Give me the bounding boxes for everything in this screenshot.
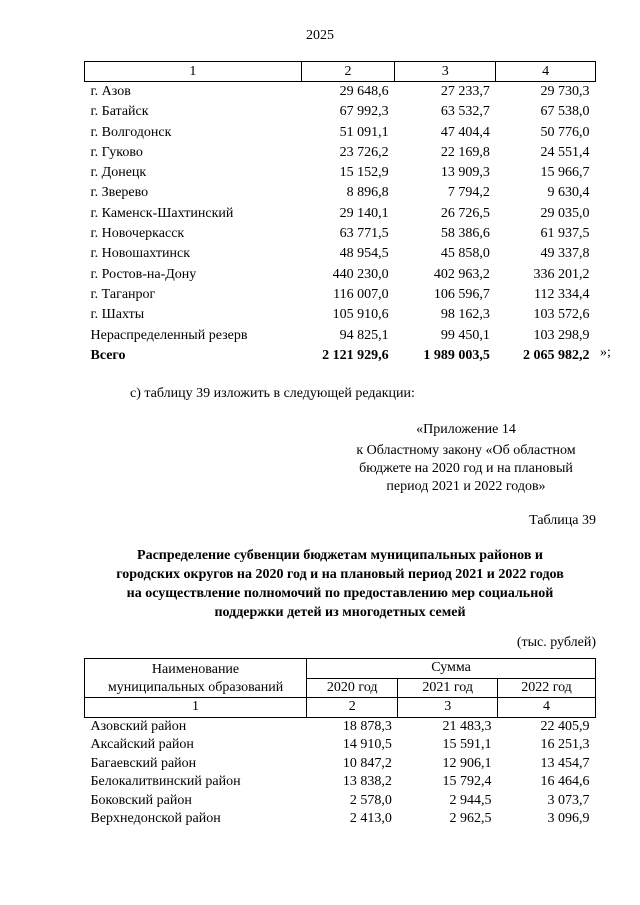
row-value: 63 771,5 (339, 226, 389, 242)
row-label: г. Азов (90, 84, 131, 99)
table-row (85, 285, 596, 305)
row-value: 21 483,3 (442, 718, 492, 734)
row-label: Багаевский район (90, 755, 197, 771)
row-label: Нераспределенный резерв (90, 327, 248, 343)
row-value: 47 404,4 (440, 124, 490, 140)
column-header-year: 2020 год (307, 678, 398, 698)
row-value: 10 847,2 (342, 755, 392, 771)
row-label: г. Новошахтинск (90, 246, 191, 262)
row-value: 9 630,4 (547, 185, 590, 201)
row-label: г. Гуково (90, 144, 143, 160)
row-label: г. Волгодонск (90, 124, 172, 140)
table-row (85, 204, 596, 224)
row-value: 98 162,3 (440, 307, 490, 323)
row-value: 2 578,0 (349, 792, 392, 808)
row-value: 48 954,5 (339, 246, 389, 262)
row-label: г. Зверево (90, 185, 149, 201)
amendment-paragraph: с) таблицу 39 изложить в следующей редакции: (130, 386, 415, 401)
row-value: 2 962,5 (449, 811, 492, 826)
column-number-row (85, 62, 596, 82)
row-value: 15 792,4 (442, 774, 492, 789)
table-row (85, 224, 596, 244)
column-header-year: 2022 год (498, 678, 596, 698)
column-number: 2 (301, 62, 394, 82)
column-number: 4 (498, 698, 596, 718)
row-label: Азовский район (90, 718, 187, 734)
row-label: Верхнедонской район (90, 811, 221, 826)
total-label: Всего (90, 347, 126, 363)
row-value: 106 596,7 (433, 286, 490, 302)
table-row (85, 265, 596, 285)
column-number: 4 (496, 62, 596, 82)
table-row (85, 755, 596, 774)
header-row-1 (85, 659, 596, 679)
row-value: 2 413,0 (349, 811, 392, 826)
total-row (85, 346, 596, 366)
table-row (85, 163, 596, 183)
column-number: 2 (307, 698, 398, 718)
row-value: 49 337,8 (540, 246, 590, 262)
row-value: 13 454,7 (540, 755, 590, 771)
row-value: 15 591,1 (442, 737, 492, 752)
row-value: 13 838,2 (342, 774, 392, 789)
row-value: 27 233,7 (440, 84, 490, 99)
heading-line: поддержки детей из многодетных семей (214, 605, 466, 620)
row-value: 22 405,9 (540, 718, 590, 734)
annex-line: бюджете на 2020 год и на плановый (359, 461, 573, 476)
annex-title: «Приложение 14 (416, 422, 516, 437)
row-value: 45 858,0 (440, 246, 490, 262)
total-value: 2 065 982,2 (523, 347, 590, 363)
table-row (85, 326, 596, 346)
row-value: 29 140,1 (339, 205, 389, 221)
row-value: 67 538,0 (540, 104, 590, 120)
municipal-subsidy-table-continued (84, 61, 596, 366)
row-value: 15 966,7 (540, 165, 590, 181)
heading-line: городских округов на 2020 год и на плановый период 2021 и 2022 годов (116, 567, 564, 582)
table-row (85, 810, 596, 829)
row-label: г. Таганрог (90, 286, 156, 302)
row-value: 29 648,6 (339, 84, 389, 99)
row-value: 16 464,6 (540, 774, 590, 789)
column-number: 1 (85, 698, 307, 718)
row-value: 3 096,9 (547, 811, 590, 826)
row-value: 58 386,6 (440, 226, 490, 242)
row-value: 13 909,3 (440, 165, 490, 181)
row-value: 61 937,5 (540, 226, 590, 242)
table-row (85, 736, 596, 755)
table-heading (84, 546, 596, 622)
annex-line: к Областному закону «Об областном (356, 443, 576, 458)
row-value: 112 334,4 (534, 286, 590, 302)
row-value: 26 726,5 (440, 205, 490, 221)
row-value: 67 992,3 (339, 104, 389, 120)
row-value: 14 910,5 (342, 737, 392, 752)
table-row (85, 183, 596, 203)
heading-line: Распределение субвенции бюджетам муниципальных районов и (137, 548, 543, 563)
row-value: 18 878,3 (342, 718, 392, 734)
total-value: 1 989 003,5 (423, 347, 490, 363)
row-value: 2 944,5 (449, 792, 492, 808)
table-row (85, 244, 596, 264)
closing-quote: »; (600, 345, 611, 360)
table-row (85, 792, 596, 811)
row-value: 103 572,6 (533, 307, 590, 323)
row-label: Боковский район (90, 792, 192, 808)
row-value: 29 730,3 (540, 84, 590, 99)
row-value: 29 035,0 (540, 205, 590, 221)
row-label: г. Каменск-Шахтинский (90, 205, 234, 221)
row-label: г. Донецк (90, 165, 147, 181)
table-row (85, 773, 596, 792)
row-value: 336 201,2 (533, 266, 590, 282)
row-value: 103 298,9 (533, 327, 590, 343)
heading-line: на осуществление полномочий по предоставлению мер социальной (126, 586, 554, 601)
row-label: г. Новочеркасск (90, 226, 185, 242)
table-label: Таблица 39 (529, 513, 596, 528)
annex-reference (336, 442, 596, 496)
column-number: 1 (85, 62, 302, 82)
row-value: 15 152,9 (339, 165, 389, 181)
table-39 (84, 658, 596, 829)
row-value: 7 794,2 (447, 185, 490, 201)
row-value: 16 251,3 (540, 737, 590, 752)
column-number: 3 (398, 698, 498, 718)
table-row (85, 717, 596, 736)
column-number-row (85, 698, 596, 718)
row-value: 440 230,0 (332, 266, 389, 282)
page-number: 2025 (306, 28, 334, 43)
table-row (85, 82, 596, 103)
unit-label: (тыс. рублей) (516, 635, 596, 650)
row-value: 24 551,4 (540, 144, 590, 160)
row-label: г. Шахты (90, 307, 145, 323)
row-value: 94 825,1 (339, 327, 389, 343)
row-value: 23 726,2 (339, 144, 389, 160)
column-number: 3 (395, 62, 496, 82)
row-value: 402 963,2 (433, 266, 490, 282)
row-value: 12 906,1 (442, 755, 492, 771)
table-row (85, 102, 596, 122)
row-value: 8 896,8 (346, 185, 389, 201)
row-value: 63 532,7 (440, 104, 490, 120)
row-value: 105 910,6 (332, 307, 389, 323)
row-value: 50 776,0 (540, 124, 590, 140)
column-header-year: 2021 год (398, 678, 498, 698)
table-row (85, 305, 596, 325)
total-value: 2 121 929,6 (322, 347, 389, 363)
row-value: 51 091,1 (339, 124, 389, 140)
row-value: 22 169,8 (440, 144, 490, 160)
table-row (85, 143, 596, 163)
table-row (85, 123, 596, 143)
row-label: Аксайский район (90, 737, 194, 752)
column-header-sum: Сумма (307, 659, 596, 679)
row-label: г. Ростов-на-Дону (90, 266, 197, 282)
row-value: 3 073,7 (547, 792, 590, 808)
column-header-name: Наименование муниципальных образований (85, 659, 307, 698)
row-label: г. Батайск (90, 104, 149, 120)
row-value: 99 450,1 (440, 327, 490, 343)
row-value: 116 007,0 (333, 286, 389, 302)
row-label: Белокалитвинский район (90, 774, 241, 789)
annex-line: период 2021 и 2022 годов» (386, 479, 546, 494)
